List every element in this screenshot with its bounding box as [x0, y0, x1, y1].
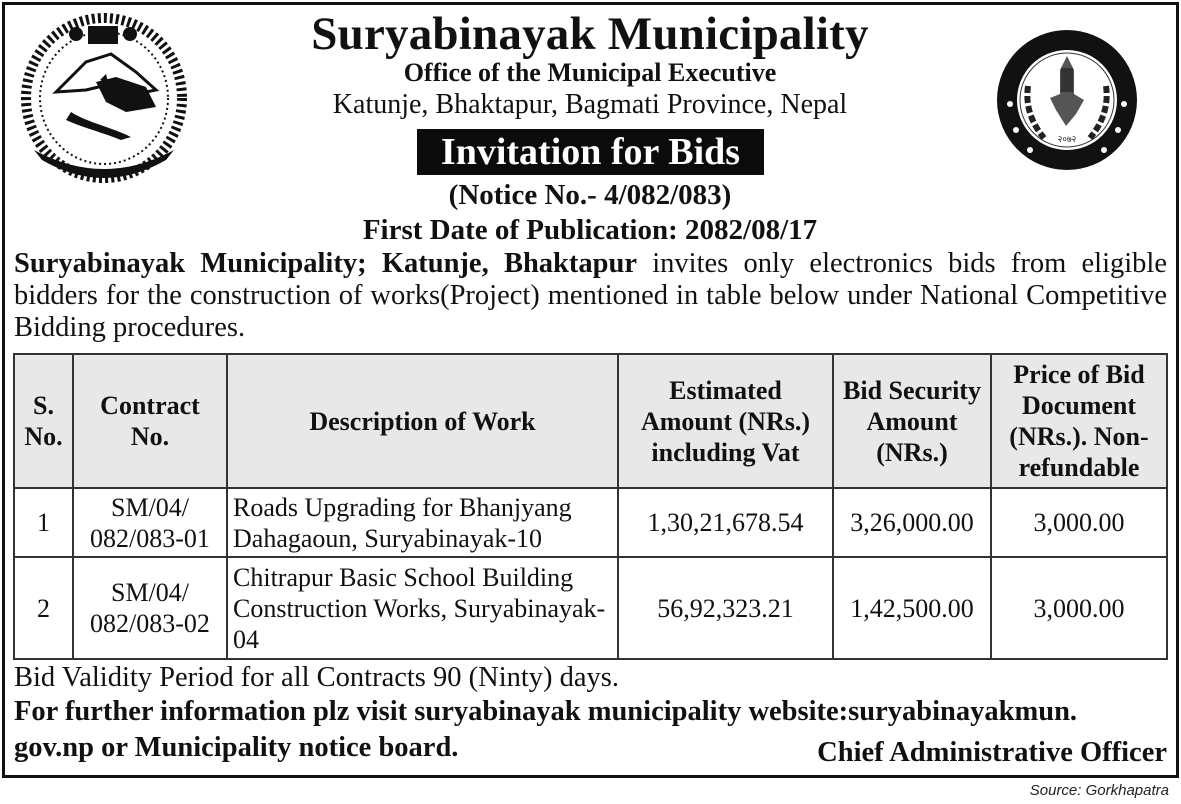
table-row: [14, 557, 1167, 659]
header-sn: S. No.: [14, 354, 73, 488]
intro-paragraph: [14, 248, 1167, 344]
cell-contract-no: SM/04/ 082/083-02: [73, 557, 227, 659]
cell-estimated-amount: 56,92,323.21: [618, 557, 833, 659]
intro-lead: Suryabinayak Municipality; Katunje, Bhaktapur: [14, 248, 638, 279]
further-info-line2: gov.np or Municipality notice board.: [14, 732, 459, 763]
source-credit: Source: Gorkhapatra: [1029, 782, 1169, 799]
cell-description: Chitrapur Basic School Building Construction Works, Suryabinayak-04: [227, 557, 618, 659]
cell-bid-security: 1,42,500.00: [833, 557, 991, 659]
cell-contract-no: SM/04/ 082/083-01: [73, 488, 227, 557]
bids-table: [13, 353, 1168, 660]
bid-validity: Bid Validity Period for all Contracts 90 (Ninty) days.: [14, 662, 620, 693]
table-row: [14, 488, 1167, 557]
office-subtitle: Office of the Municipal Executive: [403, 58, 777, 87]
cell-sn: 2: [14, 557, 73, 659]
cell-bid-security: 3,26,000.00: [833, 488, 991, 557]
cell-doc-price: 3,000.00: [991, 557, 1167, 659]
cell-sn: 1: [14, 488, 73, 557]
signatory: Chief Administrative Officer: [817, 737, 1167, 768]
suryabinayak-municipality-seal-icon: [994, 14, 1140, 186]
invitation-banner: [417, 129, 764, 175]
table-header-row: [14, 354, 1167, 488]
header-estimated-amount: Estimated Amount (NRs.) including Vat: [618, 354, 833, 488]
invitation-banner-text: Invitation for Bids: [440, 131, 741, 173]
svg-text:२०७२: २०७२: [1057, 135, 1077, 145]
publication-date: First Date of Publication: 2082/08/17: [362, 214, 818, 246]
further-info-line1: For further information plz visit suryabinayak municipality website:suryabinayakmun.: [14, 696, 1078, 727]
intro-text: invites only electronics bids from eligible bidders for the construction of works(Project) mentioned in table below under National Competitive Bidding procedures.: [14, 248, 1167, 343]
nepal-government-emblem-icon: [16, 12, 192, 184]
cell-description: Roads Upgrading for Bhanjyang Dahagaoun, Suryabinayak-10: [227, 488, 618, 557]
municipality-title: Suryabinayak Municipality: [311, 8, 869, 60]
header-doc-price: Price of Bid Document (NRs.). Non-refundable: [991, 354, 1167, 488]
cell-doc-price: 3,000.00: [991, 488, 1167, 557]
header-contract-no: Contract No.: [73, 354, 227, 488]
office-address: Katunje, Bhaktapur, Bagmati Province, Nepal: [332, 89, 848, 120]
notice-number: (Notice No.- 4/082/083): [448, 179, 732, 211]
header-bid-security: Bid Security Amount (NRs.): [833, 354, 991, 488]
cell-estimated-amount: 1,30,21,678.54: [618, 488, 833, 557]
header-description: Description of Work: [227, 354, 618, 488]
